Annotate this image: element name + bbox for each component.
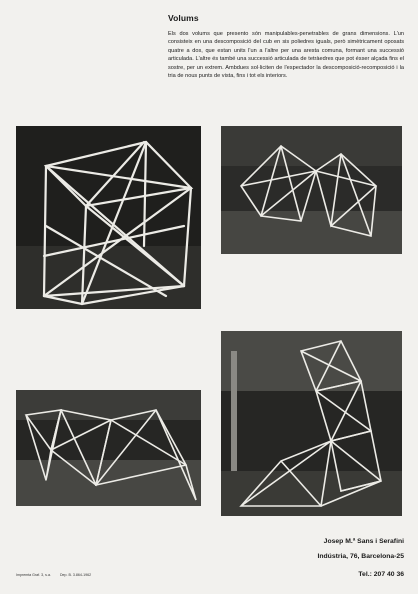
photo-tetrahedra-on-grass [16,390,201,506]
article-title: Volums [168,13,199,23]
photo-tetrahedra-lying [221,126,402,254]
legal-deposit: Dep. B. 3.864-1962 [59,573,92,577]
article-body: Els dos volums que presento són manipulables-penetrables de grans dimensions. L'un consisteix en una descomposició del cub en sis poliedres iguals, però simètricament oposats quatre a dos, que estan units l'un a l'altre per una aresta comuna, formant una successió articulada. L'altre és també una successió articulada de tetràedres que pot ésser alçada fins el sostre, per un extrem. Ambdues sol·liciten de l'espectador la descomposició-recomposició i la tria de nous punts de vista, fins i tot els interiors. [168,31,404,80]
cube-sculpture-image [16,126,201,309]
artist-name: Josep M.ª Sans i Serafini [323,538,404,545]
artist-address: Indústria, 76, Barcelona-25 [317,553,404,560]
printer-credit: Impremta Graf. 3, s.a. [16,573,51,577]
tetrahedra-raised-image [221,331,402,516]
tetrahedra-on-grass-image [16,390,201,506]
photo-cube-sculpture [16,126,201,309]
imprint-line [16,573,99,577]
artist-phone: Tel.: 207 40 36 [358,571,404,578]
photo-tetrahedra-raised [221,331,402,516]
tetrahedra-lying-image [221,126,402,254]
